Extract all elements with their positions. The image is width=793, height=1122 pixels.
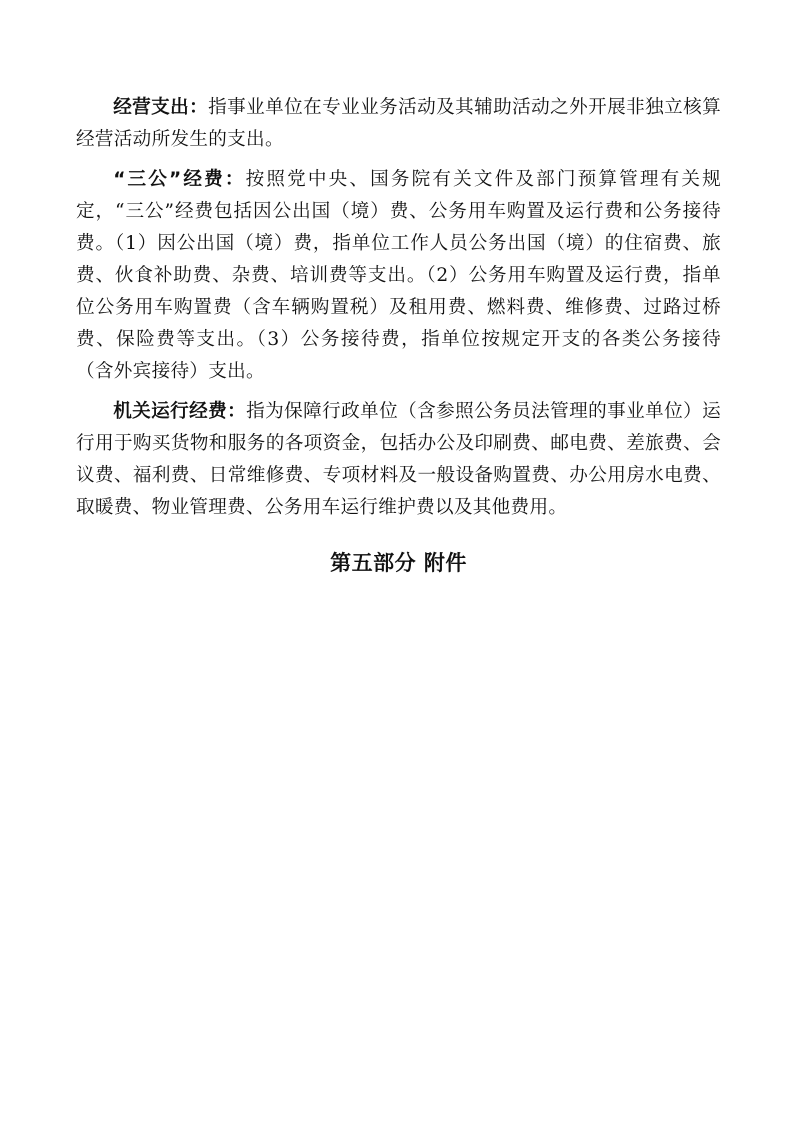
term-operating-expenses: 经营支出：: [113, 97, 209, 118]
paragraph-operating-expenses: [76, 92, 721, 156]
definition-agency-operating-funds: 指为保障行政单位（含参照公务员法管理的事业单位）运行用于购买货物和服务的各项资金，包括办公及印刷费、邮电费、差旅费、会议费、福利费、日常维修费、专项材料及一般设备购置费、办公用房水电费、取暖费、物业管理费、公务用车运行维护费以及其他费用。: [76, 401, 721, 518]
section-title: 第五部分 附件: [330, 551, 467, 575]
document-page: [76, 92, 721, 580]
definition-operating-expenses: 指事业单位在专业业务活动及其辅助活动之外开展非独立核算经营活动所发生的支出。: [76, 97, 721, 150]
term-agency-operating-funds: 机关运行经费：: [113, 401, 247, 422]
definition-three-public-expenses: 按照党中央、国务院有关文件及部门预算管理有关规定，“三公”经费包括因公出国（境）费、公务用车购置及运行费和公务接待费。（1）因公出国（境）费，指单位工作人员公务出国（境）的住宿费、旅费、伙食补助费、杂费、培训费等支出。（2）公务用车购置及运行费，指单位公务用车购置费（含车辆购置税）及租用费、燃料费、维修费、过路过桥费、保险费等支出。（3）公务接待费，指单位按规定开支的各类公务接待（含外宾接待）支出。: [76, 169, 721, 382]
term-three-public-expenses: “三公”经费：: [113, 169, 246, 190]
paragraph-agency-operating-funds: [76, 396, 721, 524]
paragraph-three-public-expenses: [76, 164, 721, 388]
